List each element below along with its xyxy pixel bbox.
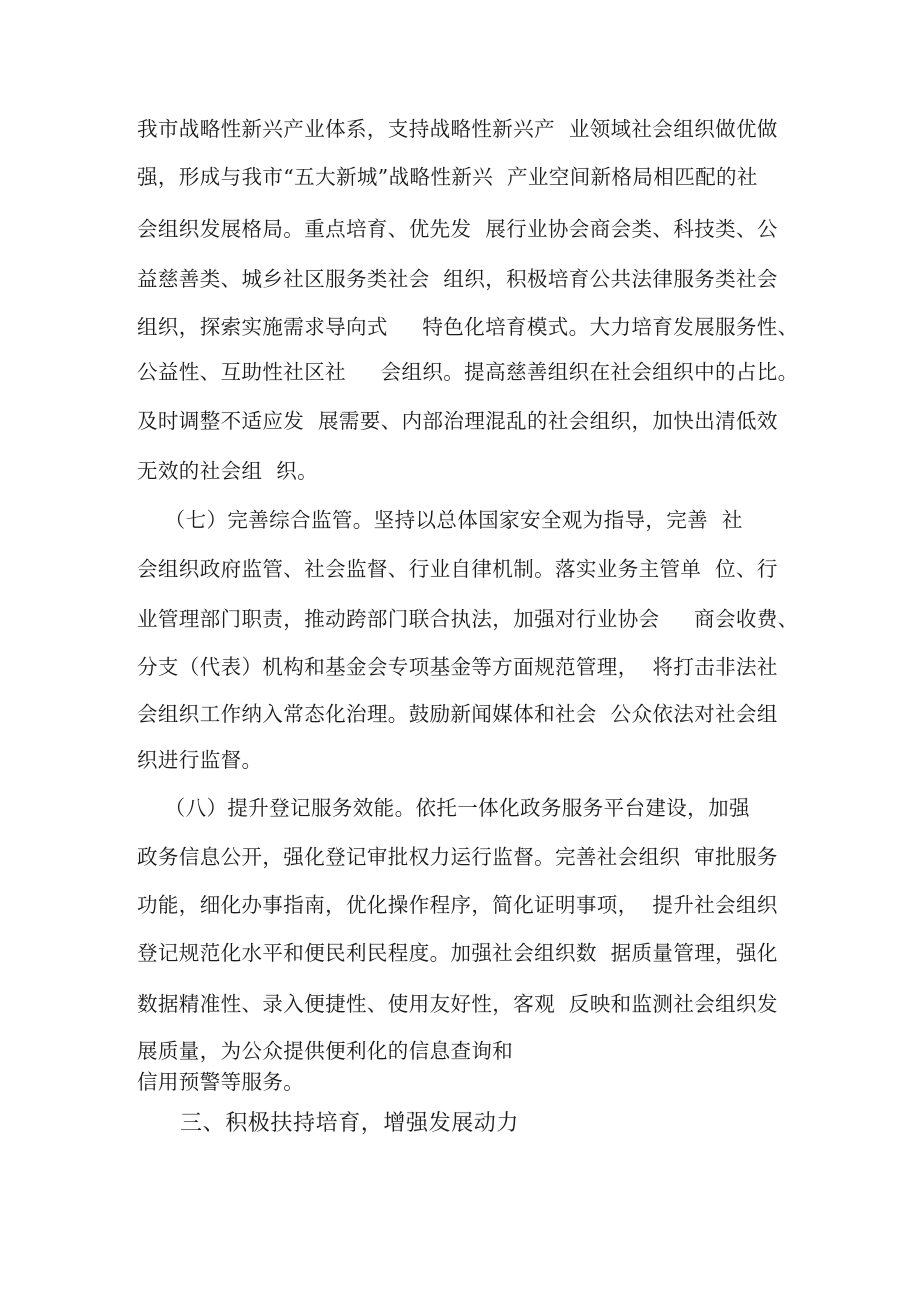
paragraph-line: 益慈善类、城乡社区服务类社会 组织，积极培育公共法律服务类社会 <box>137 267 778 291</box>
paragraph-line: （八）提升登记服务效能。依托一体化政务服务平台建设，加强 <box>137 796 750 820</box>
paragraph-line: 会组织发展格局。重点培育、优先发 展行业协会商会类、科技类、公 <box>137 217 778 241</box>
paragraph-line: 功能，细化办事指南，优化操作程序，简化证明事项， 提升社会组织 <box>137 893 778 917</box>
paragraph-line: 数据精准性、录入便捷性、使用友好性，客观 反映和监测社会组织发 <box>137 992 778 1016</box>
paragraph-line: 业管理部门职责，推动跨部门联合执法，加强对行业协会 商会收费、 <box>137 607 799 631</box>
paragraph-line: 信用预警等服务。 <box>137 1070 305 1094</box>
paragraph-line: 组织，探索实施需求导向式 特色化培育模式。大力培育发展服务性、 <box>137 315 799 339</box>
paragraph-line: 我市战略性新兴产业体系，支持战略性新兴产 业领域社会组织做优做 <box>137 117 778 141</box>
paragraph-line: 展质量，为公众提供便利化的信息查询和 <box>137 1039 514 1063</box>
paragraph-line: 分支（代表）机构和基金会专项基金等方面规范管理， 将打击非法社 <box>137 655 778 679</box>
paragraph-line: 会组织政府监管、社会监督、行业自律机制。落实业务主管单 位、行 <box>137 557 778 581</box>
paragraph-line: 登记规范化水平和便民利民程度。加强社会组织数 据质量管理，强化 <box>137 941 778 965</box>
paragraph-line: 织进行监督。 <box>137 748 263 772</box>
paragraph-line: 及时调整不适应发 展需要、内部治理混乱的社会组织，加快出清低效 <box>137 409 778 433</box>
paragraph-line: 政务信息公开，强化登记审批权力运行监督。完善社会组织 审批服务 <box>137 845 778 869</box>
paragraph-line: （七）完善综合监管。坚持以总体国家安全观为指导，完善 社 <box>137 508 743 532</box>
paragraph-line: 公益性、互助性社区社 会组织。提高慈善组织在社会组织中的占比。 <box>137 360 799 384</box>
section-heading: 三、积极扶持培育，增强发展动力 <box>180 1111 520 1136</box>
paragraph-line: 强，形成与我市“五大新城”战略性新兴 产业空间新格局相匹配的社 <box>137 165 758 189</box>
paragraph-line: 会组织工作纳入常态化治理。鼓励新闻媒体和社会 公众依法对社会组 <box>137 702 778 726</box>
paragraph-line: 无效的社会组 织。 <box>137 459 319 483</box>
